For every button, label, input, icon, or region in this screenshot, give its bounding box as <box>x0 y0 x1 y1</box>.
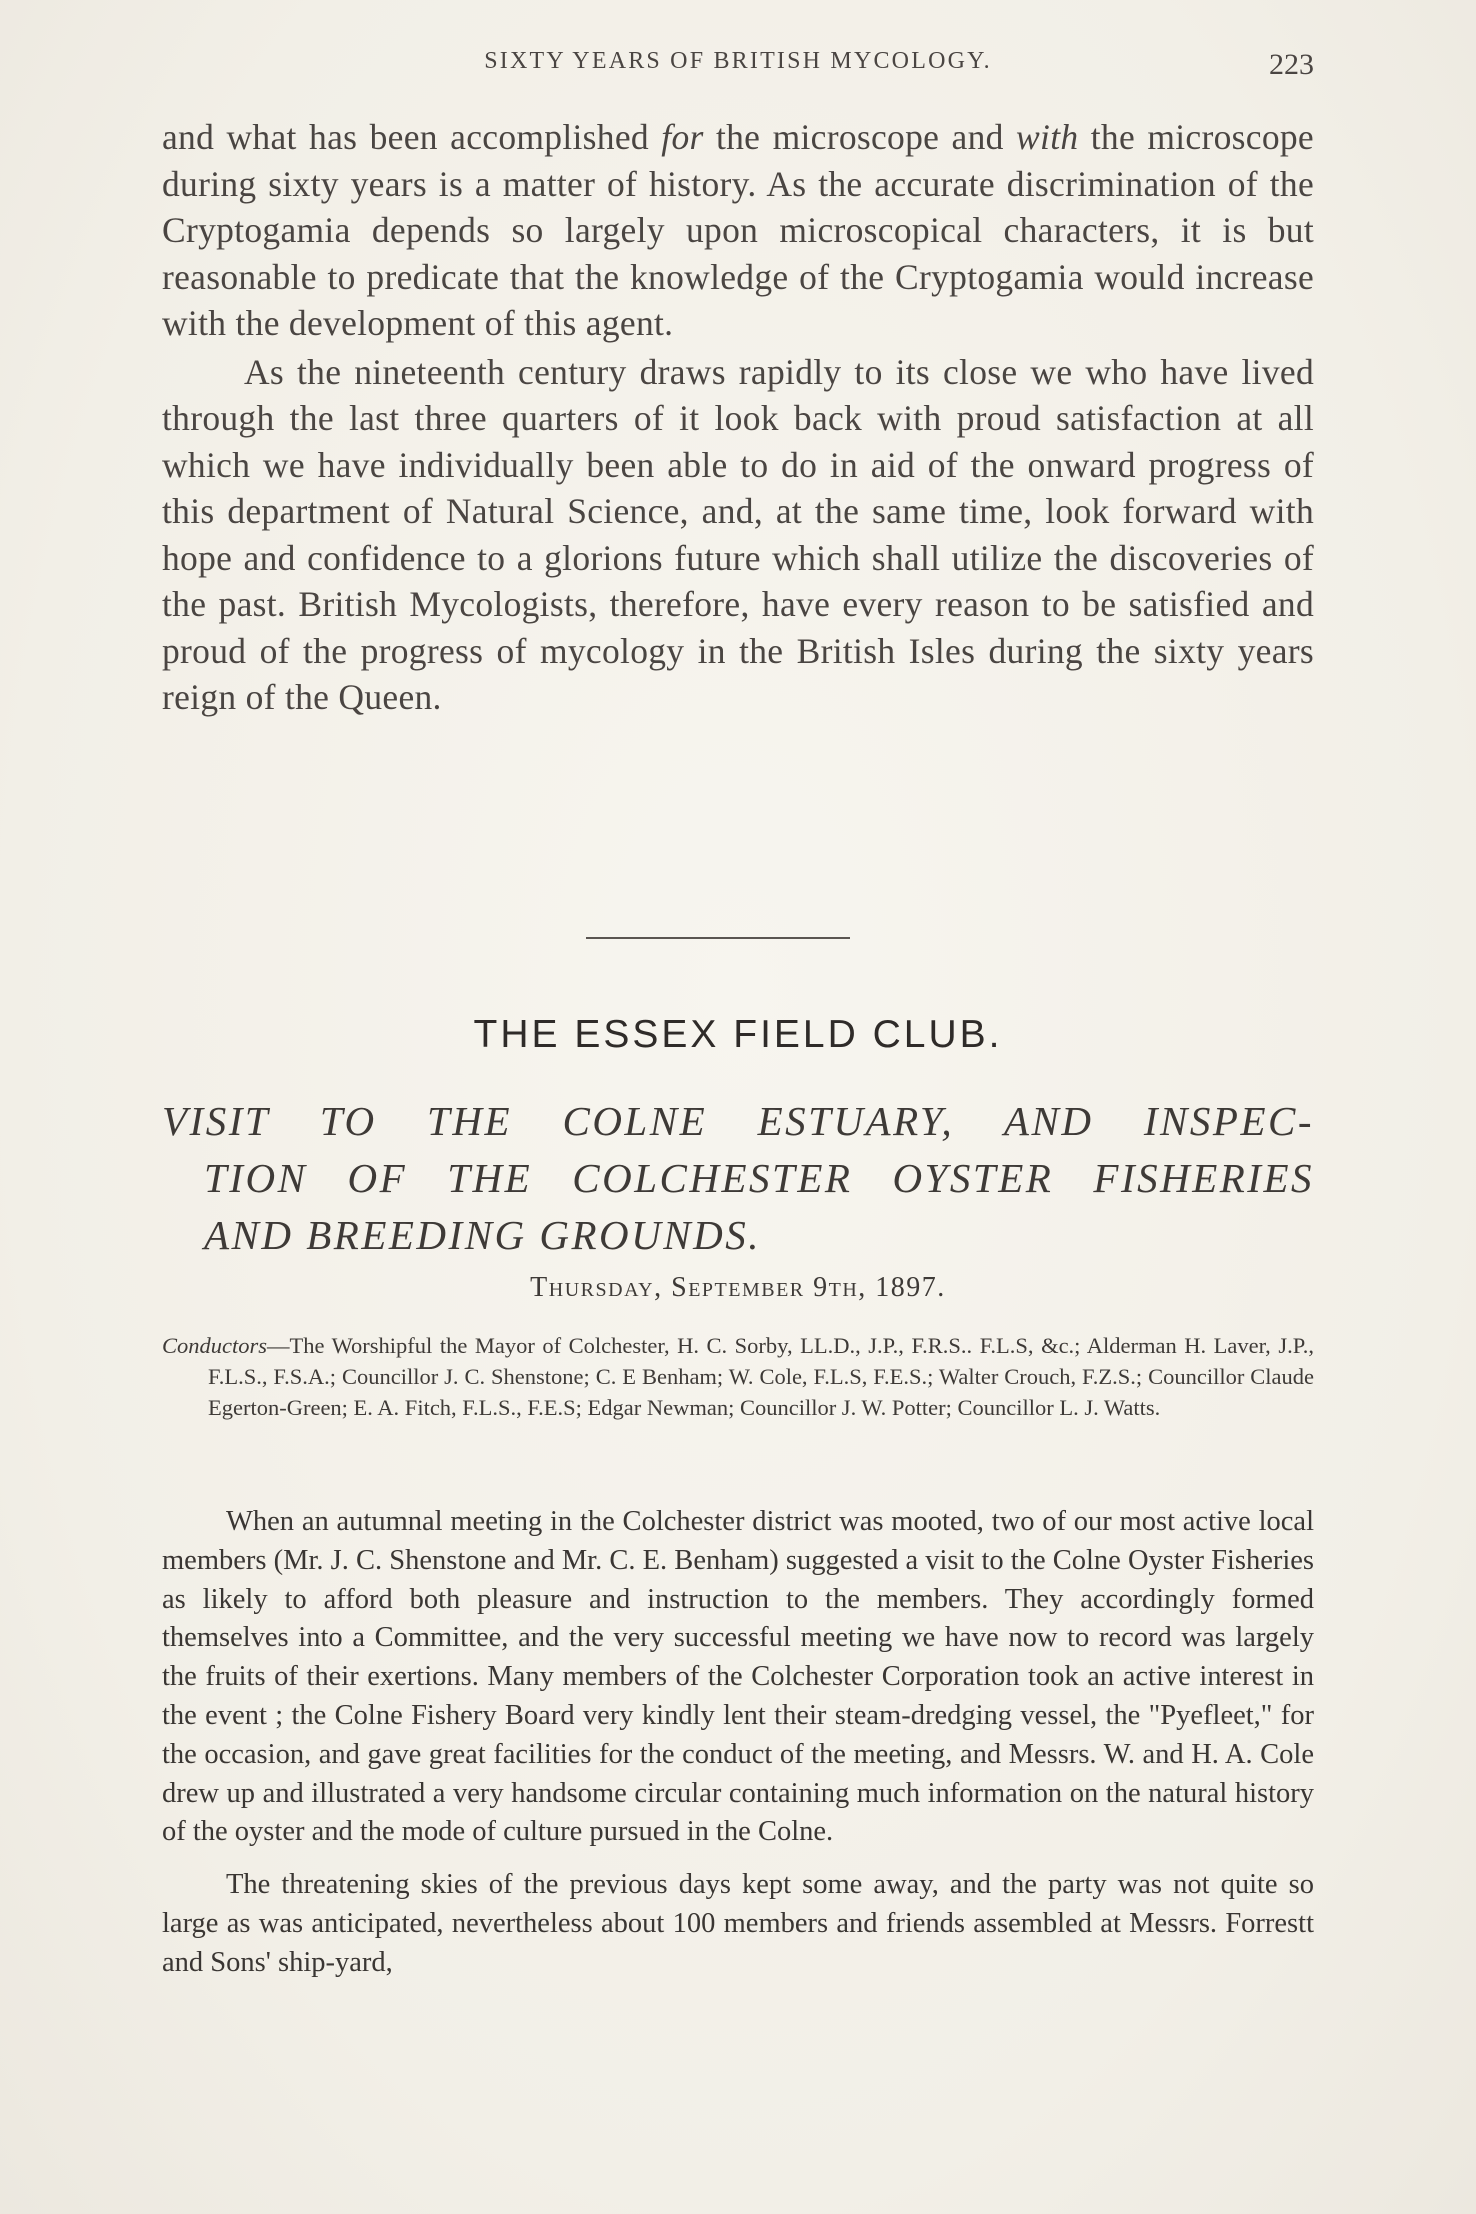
mycology-text <box>162 114 1314 721</box>
section-subtitle <box>162 1093 1314 1264</box>
conductors-list <box>162 1330 1314 1423</box>
para1-text-a: and what has been accomplished <box>162 117 662 157</box>
conductors-names: —The Worshipful the Mayor of Colchester, H. C. Sorby, LL.D., J.P., F.R.S.. F.L.S, &c.; Alderman H. Laver, J.P., F.L.S., F.S.A.; Councillor J. C. Shenstone; C. E Benham; W. Cole, F.L.S, F.E.S.; Walter Crouch, F.Z.S.; Councillor Claude Egerton-Green; E. A. Fitch, F.L.S., F.E.S; Edgar Newman; Councillor J. W. Potter; Councillor L. J. Watts. <box>208 1333 1314 1420</box>
subtitle-line-1: VISIT TO THE COLNE ESTUARY, AND INSPEC- <box>162 1098 1314 1144</box>
meeting-date: Thursday, September 9th, 1897. <box>530 1272 946 1303</box>
subtitle-line-3: AND BREEDING GROUNDS. <box>204 1212 761 1258</box>
conductors-label: Conductors <box>162 1333 268 1358</box>
section-divider <box>586 937 850 939</box>
para1-emphasis-with: with <box>1016 117 1079 157</box>
para1-text-c: the microscope during sixty years is a matter of history. As the accurate discrimination of the Cryptogamia depends so largely upon microscopical characters, it is but reasonable to predicate that the knowledge of the Cryptogamia would increase with the development of this agent. <box>162 117 1314 343</box>
subtitle-line-2: TION OF THE COLCHESTER OYSTER FISHERIES <box>204 1155 1314 1201</box>
page-number: 223 <box>1269 48 1314 81</box>
para1-text-b: the microscope and <box>703 117 1017 157</box>
section-title: THE ESSEX FIELD CLUB. <box>473 1013 1003 1056</box>
mycology-paragraph-1 <box>162 114 1314 347</box>
para1-emphasis-for: for <box>661 117 704 157</box>
running-title: SIXTY YEARS OF BRITISH MYCOLOGY. <box>484 48 992 74</box>
report-paragraph-1: When an autumnal meeting in the Colchester district was mooted, two of our most active local members (Mr. J. C. Shenstone and Mr. C. E. Benham) suggested a visit to the Colne Oyster Fisheries as likely to afford both pleasure and instruction to the members. They accordingly formed themselves into a Committee, and the very successful meeting we have now to record was largely the fruits of their exertions. Many members of the Colchester Corporation took an active interest in the event ; the Colne Fishery Board very kindly lent their steam-dredging vessel, the "Pyefleet," for the occasion, and gave great facilities for the conduct of the meeting, and Messrs. W. and H. A. Cole drew up and illustrated a very handsome circular containing much information on the natural history of the oyster and the mode of culture pursued in the Colne. <box>162 1506 1314 1848</box>
mycology-paragraph-2: As the nineteenth century draws rapidly to its close we who have lived through the last three quarters of it look back with proud satisfaction at all which we have individually been able to do in aid of the onward progress of this department of Natural Science, and, at the same time, look forward with hope and confidence to a glorions future which shall utilize the discoveries of the past. British Mycologists, therefore, have every reason to be satisfied and proud of the progress of mycology in the British Isles during the sixty years reign of the Queen. <box>162 351 1314 717</box>
report-paragraph-2: The threatening skies of the previous days kept some away, and the party was not quite so large as was anticipated, nevertheless about 100 members and friends assembled at Messrs. Forrestt and Sons' ship-yard, <box>162 1869 1314 1978</box>
running-head <box>162 48 1314 88</box>
report-text <box>162 1503 1314 1983</box>
